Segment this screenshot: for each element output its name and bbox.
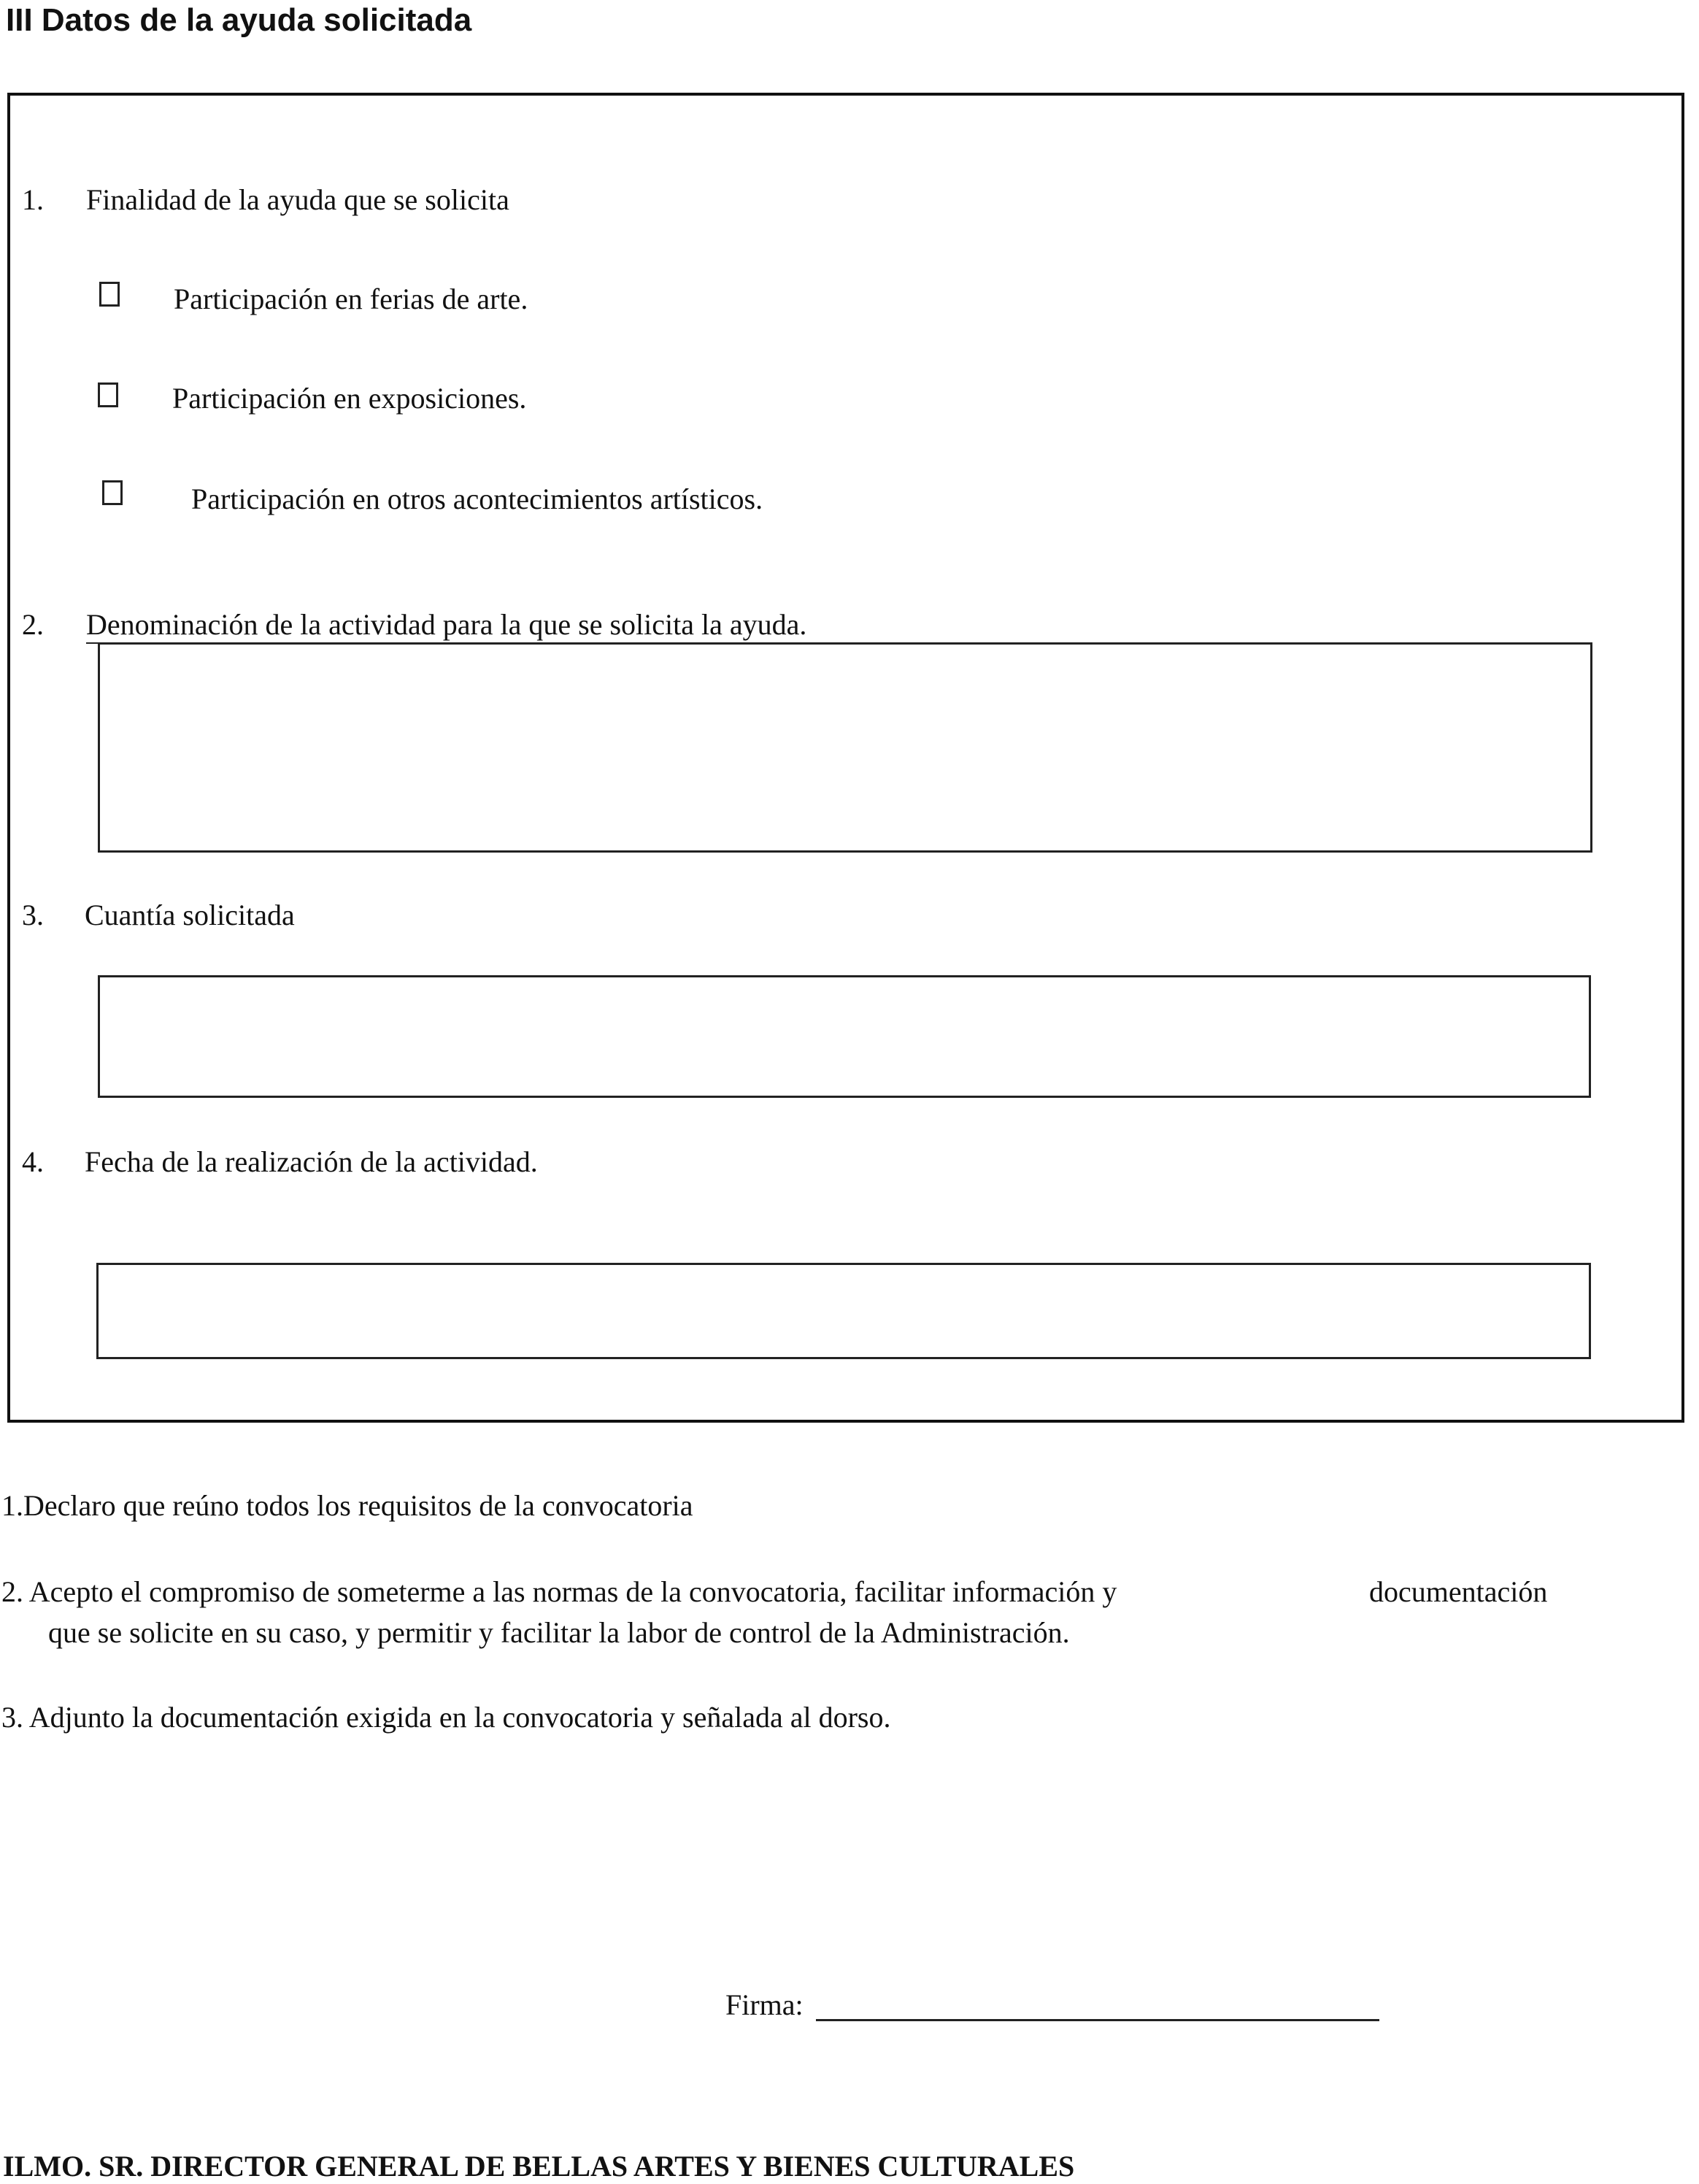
item-label-denominacion: Denominación de la actividad para la que se solicita la ayuda. — [86, 607, 806, 644]
option-label-exposiciones: Participación en exposiciones. — [172, 382, 527, 415]
fecha-field[interactable] — [96, 1263, 1591, 1359]
item-label-cuantia: Cuantía solicitada — [85, 899, 295, 931]
item-number: 2. — [22, 608, 44, 641]
cuantia-field[interactable] — [98, 975, 1591, 1098]
item-number: 1. — [22, 183, 44, 216]
signature-label: Firma: — [725, 1988, 804, 2021]
checkbox-exposiciones[interactable] — [98, 382, 118, 407]
checkbox-otros-acontecimientos[interactable] — [102, 480, 123, 505]
item-number: 4. — [22, 1145, 44, 1178]
section-title: III Datos de la ayuda solicitada — [6, 2, 472, 38]
signature-line[interactable] — [816, 2019, 1379, 2021]
item-number: 3. — [22, 899, 44, 931]
checkbox-ferias[interactable] — [99, 282, 120, 307]
declaration-1: 1.Declaro que reúno todos los requisitos de la convocatoria — [1, 1489, 693, 1522]
item-label-finalidad: Finalidad de la ayuda que se solicita — [86, 183, 509, 216]
option-label-ferias: Participación en ferias de arte. — [174, 282, 528, 315]
declaration-2-line1: 2. Acepto el compromiso de someterme a las normas de la convocatoria, facilitar información y — [1, 1575, 1117, 1608]
option-label-otros: Participación en otros acontecimientos artísticos. — [191, 482, 763, 515]
declaration-2-line2: que se solicite en su caso, y permitir y facilitar la labor de control de la Administración. — [48, 1616, 1070, 1649]
item-label-fecha: Fecha de la realización de la actividad. — [85, 1145, 538, 1178]
declaration-3: 3. Adjunto la documentación exigida en la convocatoria y señalada al dorso. — [1, 1701, 891, 1734]
declaration-2-line1-end: documentación — [1369, 1575, 1548, 1608]
denominacion-field[interactable] — [98, 642, 1592, 853]
addressee: ILMO. SR. DIRECTOR GENERAL DE BELLAS ARTES Y BIENES CULTURALES — [3, 2150, 1075, 2183]
